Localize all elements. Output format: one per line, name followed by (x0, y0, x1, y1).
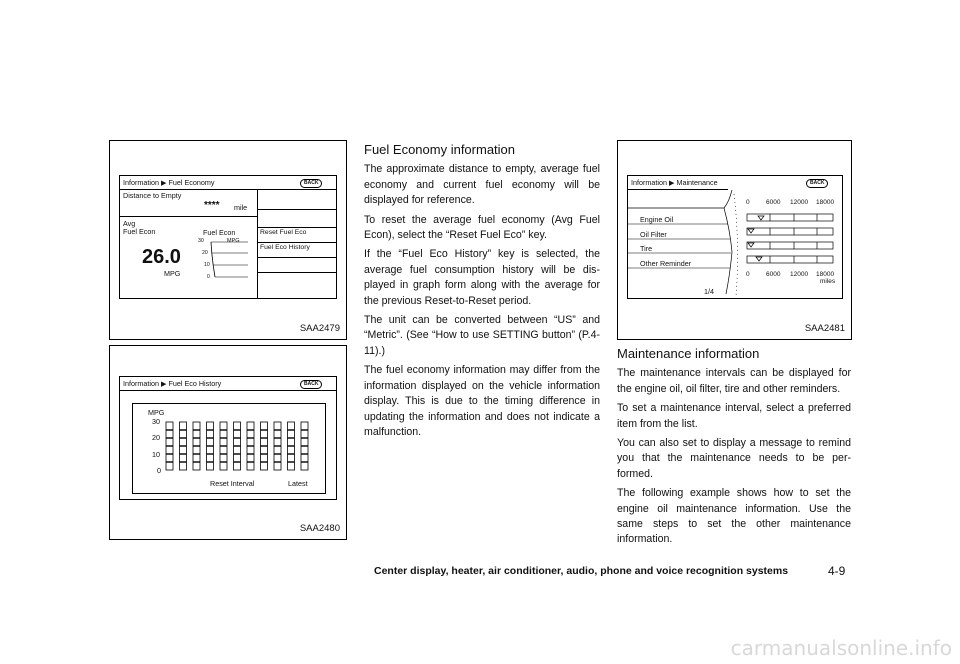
back-button[interactable]: BACK (300, 179, 322, 188)
chart-title: Fuel Econ (203, 228, 236, 237)
fuel-economy-section (364, 142, 600, 444)
latest-label: Latest (288, 479, 308, 488)
screen-title: Information ▶ Fuel Eco History (123, 379, 222, 388)
reset-fuel-eco-button[interactable]: Reset Fuel Eco (257, 227, 336, 243)
scale-bottom-12000: 12000 (790, 271, 809, 278)
figure-code: SAA2479 (299, 323, 340, 334)
paragraph: The fuel economy information may differ from the information displayed on the vehicle information display. This is due to the timing difference in updating the information and does not indicate a malfunction. (364, 364, 600, 438)
screen-fuel-eco-history (119, 376, 337, 500)
maintenance-item-engine-oil[interactable]: Engine Oil (640, 215, 674, 224)
history-tick-0: 0 (157, 466, 161, 475)
fuel-econ-gauge (208, 240, 250, 280)
avg-unit: MPG (164, 269, 181, 278)
figure-fuel-eco-history (109, 345, 347, 540)
maintenance-item-oil-filter[interactable]: Oil Filter (640, 230, 667, 239)
reset-interval-label: Reset Interval (210, 479, 255, 488)
maintenance-section (617, 346, 851, 552)
dte-value: **** (204, 200, 220, 211)
fuel-economy-heading: Fuel Economy information (364, 142, 516, 157)
maintenance-heading: Maintenance information (617, 346, 760, 361)
scale-bottom-0: 0 (746, 271, 750, 278)
screen-title: Information ▶ Maintenance (631, 178, 718, 187)
dte-label: Distance to Empty (123, 191, 182, 200)
paragraph: To reset the average fuel economy (Avg Fuel Econ), select the “Reset Fuel Eco” key. (364, 213, 600, 242)
fuel-eco-history-button[interactable]: Fuel Eco History (257, 242, 336, 258)
watermark: carmanualsonline.info (730, 636, 952, 660)
avg-value: 26.0 (142, 246, 181, 268)
footer-page-number: 4-9 (828, 564, 846, 578)
maintenance-item-other-reminder[interactable]: Other Reminder (640, 259, 692, 268)
screen-maintenance (627, 175, 843, 299)
scale-top-0: 0 (746, 199, 750, 206)
maintenance-bars (744, 210, 836, 272)
back-button[interactable]: BACK (806, 179, 828, 188)
tick-20: 20 (202, 250, 208, 256)
scale-top-6000: 6000 (766, 199, 781, 206)
figure-code: SAA2480 (299, 523, 340, 534)
figure-code: SAA2481 (804, 323, 845, 334)
history-bars (164, 421, 314, 473)
paragraph: The maintenance intervals can be displayed for the engine oil, oil filter, tire and other reminders. (617, 367, 851, 395)
paragraph: The following example shows how to set the engine oil maintenance information. Use the same steps to set the other maintenance information. (617, 487, 851, 546)
history-tick-20: 20 (152, 433, 160, 442)
paragraph: The approximate distance to empty, average fuel economy and current fuel economy will be displayed for reference. (364, 163, 600, 207)
maintenance-item-tire[interactable]: Tire (640, 244, 653, 253)
history-tick-30: 30 (152, 417, 160, 426)
dte-divider (120, 216, 257, 217)
title-divider (120, 390, 336, 391)
tick-30: 30 (198, 238, 204, 244)
page-indicator: 1/4 (704, 287, 714, 296)
scale-top-12000: 12000 (790, 199, 809, 206)
button-slot-1 (257, 209, 336, 210)
scale-bottom-18000: 18000 (816, 271, 835, 278)
scale-top-18000: 18000 (816, 199, 835, 206)
scale-bottom-6000: 6000 (766, 271, 781, 278)
screen-title: Information ▶ Fuel Economy (123, 178, 215, 187)
paragraph: If the “Fuel Eco History” key is selected, the average fuel consumption history will be dis-played in graph form along with the average for the previous Reset-to-Reset period. (364, 248, 600, 307)
screen-fuel-economy (119, 175, 337, 299)
footer-chapter-title: Center display, heater, air conditioner, audio, phone and voice recognition systems (374, 565, 789, 577)
dte-unit: mile (234, 203, 248, 212)
title-divider (120, 189, 336, 190)
paragraph: The unit can be converted between “US” and “Metric”. (See “How to use SETTING button” (P.4-11).) (364, 314, 600, 357)
scale-unit: miles (820, 278, 836, 285)
tick-0: 0 (207, 274, 210, 280)
button-slot-4 (257, 272, 336, 273)
back-button[interactable]: BACK (300, 380, 322, 389)
figure-maintenance (617, 140, 852, 340)
history-unit: MPG (148, 408, 165, 417)
tick-10: 10 (204, 262, 210, 268)
figure-fuel-economy (109, 140, 347, 340)
avg-label: Avg Fuel Econ (123, 219, 156, 236)
chart-unit: MPG (227, 238, 240, 244)
paragraph: You can also set to display a message to remind you that the maintenance needs to be per-formed. (617, 437, 851, 480)
paragraph: To set a maintenance interval, select a preferred item from the list. (617, 402, 851, 430)
history-tick-10: 10 (152, 450, 160, 459)
